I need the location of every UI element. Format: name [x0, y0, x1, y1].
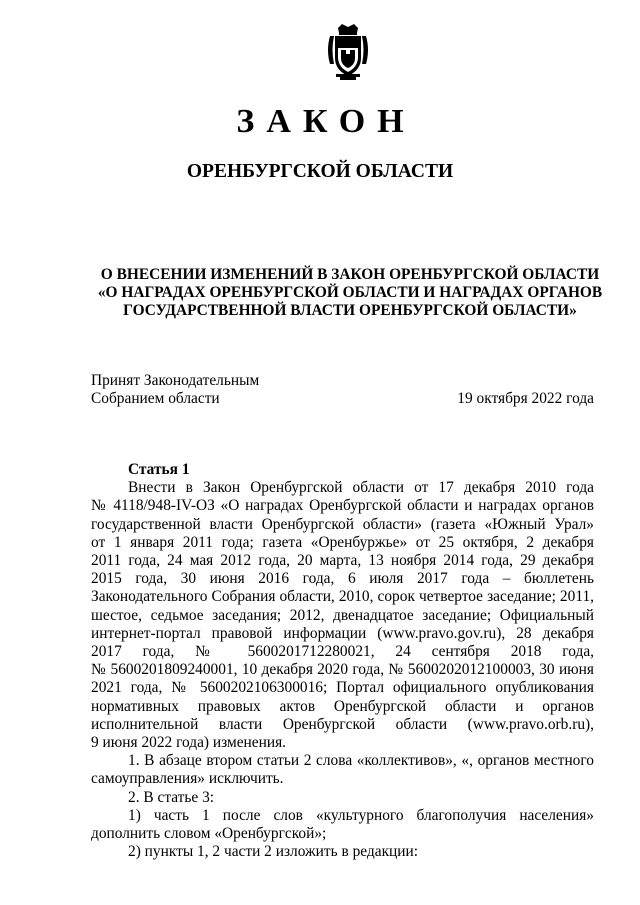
subject-line: «О НАГРАДАХ ОРЕНБУРГСКОЙ ОБЛАСТИ И НАГРАДАХ ОРГАНОВ: [97, 284, 603, 301]
article-line: нормативных правовых актов Оренбургской области и органов: [91, 697, 594, 715]
law-subject: [60, 266, 640, 320]
adopted-line: Принят Законодательным: [91, 372, 260, 389]
article-line: 2015 года, 30 июня 2016 года, 6 июля 2017 года – бюллетень: [91, 570, 594, 588]
subject-line: ГОСУДАРСТВЕННОЙ ВЛАСТИ ОРЕНБУРГСКОЙ ОБЛАСТИ»: [123, 302, 577, 319]
amendment-item-1: 1. В абзаце втором статьи 2 слова «коллективов», «, органов местного самоуправления» исключить.: [91, 752, 594, 788]
article-line: 2021 года, № 5600202106300016; Портал официального опубликования: [91, 679, 594, 697]
article-line: 2011 года, 24 мая 2012 года, 20 марта, 13 ноября 2014 года, 29 декабря: [91, 552, 594, 570]
article-line: 2017 года, № 5600201712280021, 24 сентября 2018 года,: [91, 643, 594, 661]
article-line: государственной власти Оренбургской области» (газета «Южный Урал»: [91, 515, 594, 533]
article-heading: Статья 1: [128, 461, 190, 478]
adopted-line: Собранием области: [91, 390, 220, 407]
article-line: исполнительной власти Оренбургской области (www.pravo.orb.ru),: [91, 715, 594, 733]
article-body: [91, 461, 594, 861]
article-line: № 4118/948-IV-ОЗ «О наградах Оренбургской области и наградах органов: [91, 497, 594, 515]
amendment-subitem-1: 1) часть 1 после слов «культурного благополучия населения» дополнить словом «Оренбургской»;: [91, 806, 594, 843]
adoption-info: [91, 372, 259, 408]
subject-line: О ВНЕСЕНИИ ИЗМЕНЕНИЙ В ЗАКОН ОРЕНБУРГСКОЙ ОБЛАСТИ: [100, 266, 600, 283]
article-line: от 1 января 2011 года; газета «Оренбуржье» от 25 октября, 2 декабря: [91, 533, 594, 551]
amendment-item-2: 2. В статье 3:: [128, 788, 215, 806]
region-title: ОРЕНБУРГСКОЙ ОБЛАСТИ: [186, 161, 454, 182]
law-title: ЗАКОН: [236, 103, 416, 140]
adoption-date: 19 октября 2022 года: [457, 390, 594, 407]
article-line: Внести в Закон Оренбургской области от 17 декабря 2010 года: [128, 479, 594, 497]
amendment-subitem-2: 2) пункты 1, 2 части 2 изложить в редакции:: [128, 843, 419, 861]
orenburg-coat-of-arms-icon: [324, 24, 372, 80]
article-line: шестое, седьмое заседания; 2012, двенадцатое заседание; Официальный: [91, 606, 594, 624]
article-line: № 5600201809240001, 10 декабря 2020 года, № 5600202012100003, 30 июня: [91, 661, 594, 679]
article-line: Законодательного Собрания области, 2010, сорок четвертое заседание; 2011,: [91, 588, 594, 606]
article-line: интернет-портал правовой информации (www.pravo.gov.ru), 28 декабря: [91, 624, 594, 642]
article-line: 9 июня 2022 года) изменения.: [91, 734, 287, 752]
